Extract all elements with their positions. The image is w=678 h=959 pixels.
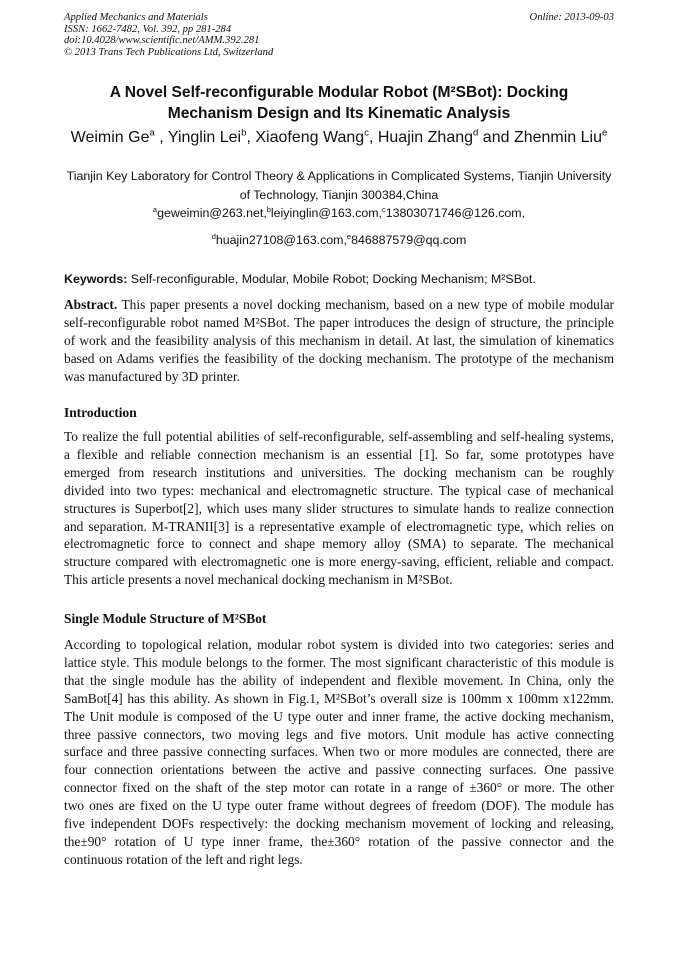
text-line: SamBot[4] has this ability. As shown in Fig.1, M²SBot’s overall size is 100mm x 100mm x122mm. bbox=[64, 690, 614, 706]
email-link[interactable]: huajin27108@163.com, bbox=[215, 233, 347, 247]
text-line: This article presents a novel mechanical docking mechanism in M²SBot. bbox=[64, 572, 453, 588]
introduction-body bbox=[64, 428, 614, 589]
text-line: The Unit module is composed of the U type outer and inner frame, the active docking mechanism, bbox=[64, 708, 614, 724]
single-module-body bbox=[64, 636, 614, 869]
author: Xiaofeng Wang$^c$, bbox=[255, 127, 378, 146]
text-line: electromagnetic force to connect and shape memory alloy (SMA) to separate. The mechanical bbox=[64, 536, 614, 552]
keywords: Keywords: Self-reconfigurable, Modular, Mobile Robot; Docking Mechanism; M²SBot. bbox=[64, 272, 536, 286]
email-line-2: $^d$huajin27108@163.com,$^e$846887579@qq.com bbox=[211, 231, 467, 247]
text-line: continuous rotation of the left and right legs. bbox=[64, 851, 303, 867]
abstract-label: Abstract. bbox=[64, 297, 118, 312]
text-line: lattice style. This module belongs to the former. The most significant characteristic of this module is bbox=[64, 654, 614, 670]
text-line: a flexible and reliable connection mechanism is an essential [1]. So far, some prototypes have bbox=[64, 446, 614, 462]
email-link[interactable]: leiyinglin@163.com, bbox=[270, 206, 382, 220]
text-line: connector fixed on the shaft of the step motor can rotate in a range of ±360° or more. The other bbox=[64, 780, 614, 796]
text-line: surface and three passive connecting surfaces. When two or more modules are connected, there are bbox=[64, 744, 614, 760]
text-line: three passive connectors, two moving legs and five motors. Unit module has active connecting bbox=[64, 726, 614, 742]
email-link[interactable]: 13803071746@126.com, bbox=[385, 206, 526, 220]
title-line-1: A Novel Self-reconfigurable Modular Robot (M²SBot): Docking bbox=[109, 84, 569, 101]
email-link[interactable]: geweimin@263.net, bbox=[157, 206, 267, 220]
copyright: © 2013 Trans Tech Publications Ltd, Switzerland bbox=[64, 46, 274, 58]
text-line: four connection orientations between the active and passive connecting surfaces. One passive bbox=[64, 762, 614, 778]
author: Zhenmin Liu$^e$ bbox=[513, 127, 608, 146]
section-heading-single-module: Single Module Structure of M²SBot bbox=[64, 611, 267, 626]
text-line: that the single module has the ability of independent and flexible movement. In China, only the bbox=[64, 672, 614, 688]
text-line: structure compared with electromagnetic one is more energy-saving, efficient, reliable and compact. bbox=[64, 554, 614, 570]
email-link[interactable]: 846887579@qq.com bbox=[351, 233, 467, 247]
text-line: According to topological relation, modular robot system is divided into two categories: series and bbox=[64, 637, 614, 652]
title-line-2: Mechanism Design and Its Kinematic Analysis bbox=[167, 105, 511, 122]
section-heading-introduction: Introduction bbox=[64, 405, 137, 420]
online-date: Online: 2013-09-03 bbox=[529, 12, 614, 23]
paper-title bbox=[64, 82, 614, 124]
text-line: emerged from research institutions and universities. The docking mechanism can be roughly bbox=[64, 464, 614, 480]
issn: ISSN: 1662-7482, Vol. 392, pp 281-284 bbox=[64, 23, 232, 35]
text-line: two ones are fixed on the U type outer frame without degrees of freedom (DOF). The module has bbox=[64, 798, 614, 814]
email-line-1: $^a$geweimin@263.net,$^b$leiyinglin@163.com,$^c$13803071746@126.com, bbox=[152, 204, 526, 220]
text-line: To realize the full potential abilities of self-reconfigurable, self-assembling and self-healing systems, bbox=[64, 429, 614, 444]
journal-name: Applied Mechanics and Materials bbox=[64, 12, 208, 23]
text-line: divided into two types: mechanical and electromagnetic structure. The typical case of mechanical bbox=[64, 482, 614, 498]
author-list bbox=[64, 129, 614, 147]
author: Weimin Ge$^a$ , bbox=[70, 127, 168, 146]
text-line: five independent DOFs respectively: the docking mechanism movement of locking and releasing, bbox=[64, 816, 614, 832]
author: Yinglin Lei$^b$, bbox=[167, 127, 256, 146]
abstract: Abstract. This paper presents a novel docking mechanism, based on a new type of mobile modular self-reconfigurable robot named M²SBot. The paper introduces the design of structure, the principle of work and the feasibility analysis of this mechanism in detail. At last, the simulation of kinematics based on Adams verifies the feasibility of the docking mechanism. The prototype of the mechanism was manufactured by 3D printer. bbox=[64, 297, 614, 384]
doi: doi:10.4028/www.scientific.net/AMM.392.281 bbox=[64, 35, 260, 46]
affiliation: Tianjin Key Laboratory for Control Theory & Applications in Complicated Systems, Tianjin University of Technology, Tianjin 300384,China bbox=[66, 169, 612, 202]
text-line: and separation. M-TRANII[3] is a representative example of electromagnetic type, which relies on bbox=[64, 518, 614, 534]
author: Huajin Zhang$^d$ and bbox=[377, 127, 514, 146]
journal-header bbox=[64, 12, 273, 58]
text-line: the±90° rotation of U type inner frame, the±360° rotation of the passive connector and the bbox=[64, 833, 614, 849]
text-line: structures is Superbot[2], which uses many slider structures to simulate hands to realize connection bbox=[64, 500, 614, 516]
